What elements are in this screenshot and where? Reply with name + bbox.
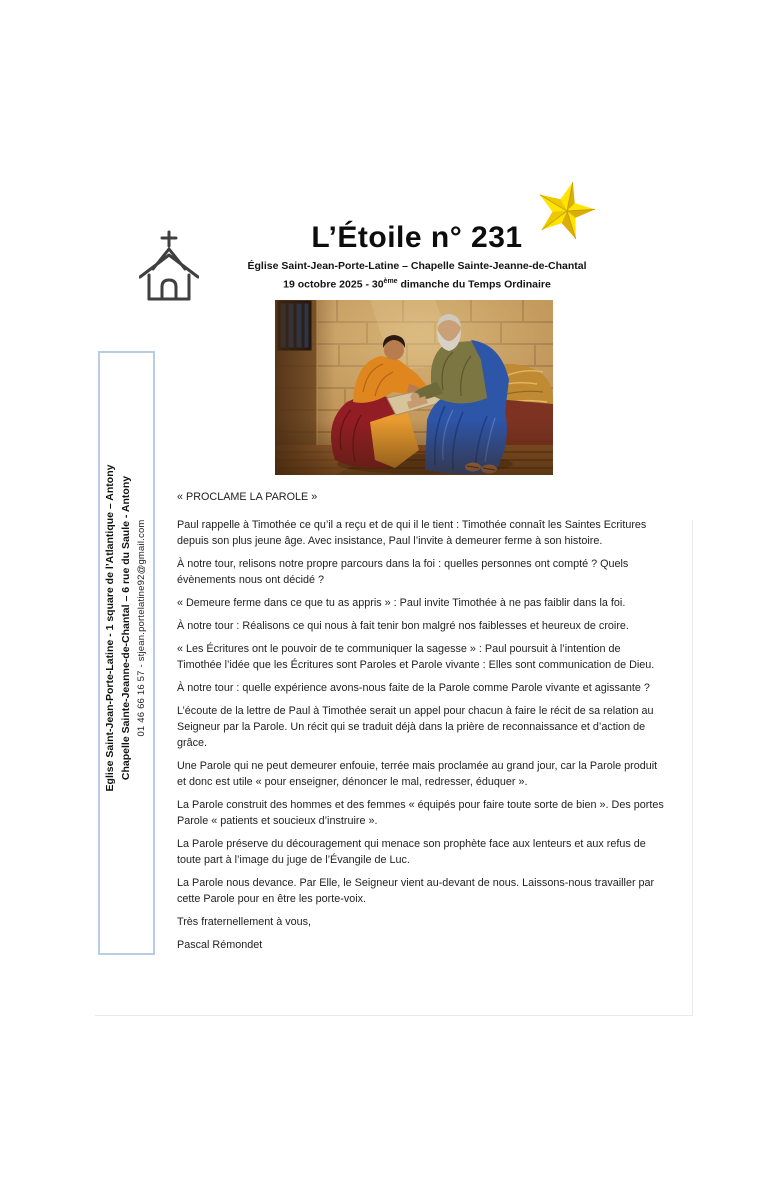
page-edge-line-bottom xyxy=(95,1015,693,1016)
page-edge-line-right xyxy=(692,520,693,1016)
paragraph: Paul rappelle à Timothée ce qu’il a reçu et de qui il le tient : Timothée connaît les Saintes Ecritures depuis son plus jeune âge. Avec insistance, Paul l’invite à demeurer ferme à son histoire. xyxy=(177,519,647,547)
paragraph: À notre tour, relisons notre propre parcours dans la foi : quelles personnes ont compté ? Quels évènements nous ont décidé ? xyxy=(177,558,629,586)
date-superscript: ème xyxy=(383,278,398,285)
paragraph: « Les Écritures ont le pouvoir de te communiquer la sagesse » : Paul poursuit à l’intention de Timothée l’idée que les Écritures sont Paroles et Parole vivante : Elles sont communication de Dieu. xyxy=(177,643,655,671)
article-heading: « PROCLAME LA PAROLE » xyxy=(177,491,318,503)
paragraph: La Parole préserve du découragement qui menace son prophète face aux lenteurs et aux refus de toute part à l’image du juge de l’Évangile de Luc. xyxy=(177,838,646,866)
signature: Pascal Rémondet xyxy=(177,939,263,951)
address-rotated-text xyxy=(102,348,152,908)
closing-line: Très fraternellement à vous, xyxy=(177,916,312,928)
paragraph: La Parole nous devance. Par Elle, le Seigneur vient au-devant de nous. Laissons-nous travailler par cette Parole pour en être les porte-voix. xyxy=(177,877,655,905)
paragraph: À notre tour : quelle expérience avons-nous faite de la Parole comme Parole vivante et agissante ? xyxy=(177,682,650,694)
gold-star-icon xyxy=(531,182,603,244)
paragraph: « Demeure ferme dans ce que tu as appris » : Paul invite Timothée à ne pas faiblir dans la foi. xyxy=(177,597,626,609)
article-body xyxy=(177,489,667,960)
header-subtitle xyxy=(177,258,657,293)
paragraph: La Parole construit des hommes et des femmes « équipés pour faire toute sorte de bien ». Des portes Parole « patients et soucieux d’instruire ». xyxy=(177,799,664,827)
address-line-eglise: Eglise Saint-Jean-Porte-Latine - 1 square de l’Atlantique – Antony xyxy=(104,464,116,792)
org-line: Église Saint-Jean-Porte-Latine – Chapelle Sainte-Jeanne-de-Chantal xyxy=(247,260,587,272)
paul-timothee-illustration xyxy=(275,300,553,475)
address-line-contact: 01 46 66 16 57 - stjean.portelatine92@gmail.com xyxy=(136,519,147,737)
paragraph: À notre tour : Réalisons ce qui nous à fait tenir bon malgré nos faiblesses et heureux de croire. xyxy=(177,620,629,632)
page-title: L’Étoile n° 231 xyxy=(311,221,523,254)
paragraph: L’écoute de la lettre de Paul à Timothée serait un appel pour chacun à faire le récit de sa relation au Seigneur par la Parole. Un récit qui se traduit déjà dans la prière de reconnaissance et d’action de grâce. xyxy=(177,705,654,749)
date-line: 19 octobre 2025 - 30ème dimanche du Temps Ordinaire xyxy=(283,278,551,291)
address-line-chapelle: Chapelle Sainte-Jeanne-de-Chantal – 6 rue du Saule - Antony xyxy=(120,475,132,781)
paragraph: Une Parole qui ne peut demeurer enfouie, terrée mais proclamée au grand jour, car la Parole produit et donc est utile « pour enseigner, dénoncer le mal, redresser, éduquer ». xyxy=(177,760,658,788)
